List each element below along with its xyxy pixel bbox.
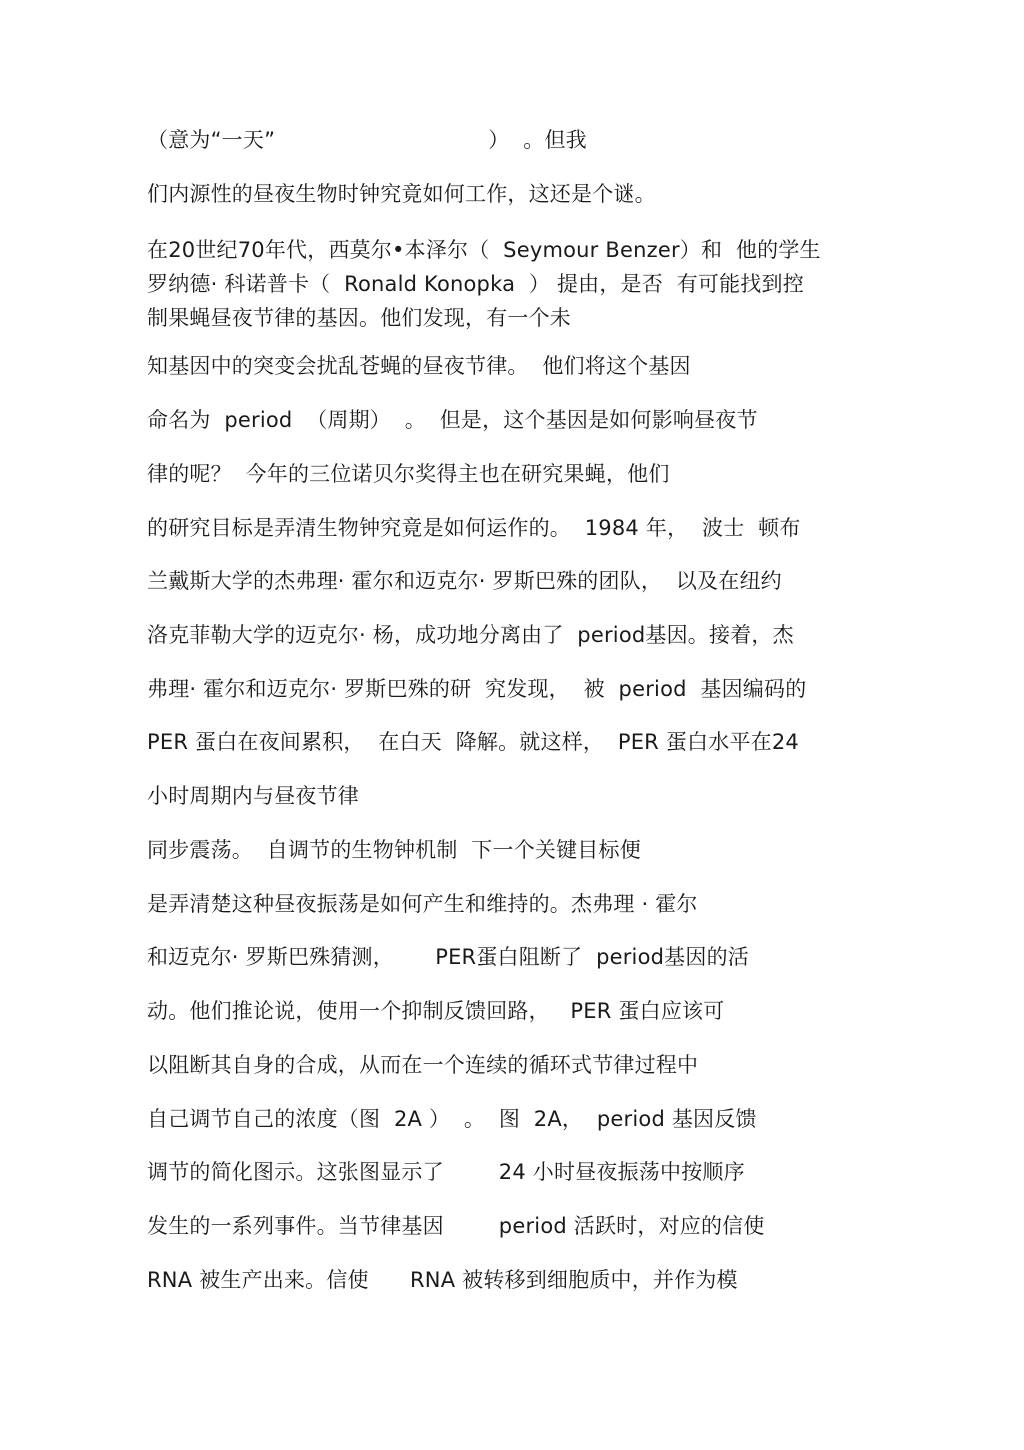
text-line: 小时周期内与昼夜节律	[147, 784, 359, 808]
text-line: 命名为 period （周期） 。 但是，这个基因是如何影响昼夜节	[147, 408, 758, 432]
text-line: PER 蛋白在夜间累积， 在白天 降解。就这样， PER 蛋白水平在24	[147, 730, 799, 754]
text-line: 洛克菲勒大学的迈克尔· 杨，成功地分离由了 period基因。接着，杰	[147, 623, 794, 647]
text-line: 罗纳德· 科诺普卡（ Ronald Konopka ） 提由，是否 有可能找到控	[147, 272, 804, 296]
text-line: 在20世纪70年代，西莫尔•本泽尔（ Seymour Benzer）和 他的学生	[147, 238, 821, 262]
text-line: 兰戴斯大学的杰弗理· 霍尔和迈克尔· 罗斯巴殊的团队， 以及在纽约	[147, 569, 782, 593]
text-line: 的研究目标是弄清生物钟究竟是如何运作的。 1984 年， 波士 顿布	[147, 516, 801, 540]
text-line: 自己调节自己的浓度（图 2A ） 。 图 2A， period 基因反馈	[147, 1107, 757, 1131]
text-line: 调节的简化图示。这张图显示了 24 小时昼夜振荡中按顺序	[147, 1160, 745, 1184]
text-line: 和迈克尔· 罗斯巴殊猜测， PER蛋白阻断了 period基因的活	[147, 945, 749, 969]
text-line: RNA 被生产出来。信使 RNA 被转移到细胞质中，并作为模	[147, 1268, 738, 1292]
text-line: 动。他们推论说，使用一个抑制反馈回路， PER 蛋白应该可	[147, 999, 725, 1023]
text-line: 同步震荡。 自调节的生物钟机制 下一个关键目标便	[147, 838, 641, 862]
text-line: 发生的一系列事件。当节律基因 period 活跃时，对应的信使	[147, 1214, 765, 1238]
text-line: （意为“一天” ） 。但我	[147, 128, 587, 152]
text-line: 制果蝇昼夜节律的基因。他们发现，有一个未	[147, 306, 571, 330]
text-line: 以阻断其自身的合成，从而在一个连续的循环式节律过程中	[147, 1053, 699, 1077]
text-line: 弗理· 霍尔和迈克尔· 罗斯巴殊的研 究发现， 被 period 基因编码的	[147, 677, 807, 701]
text-line: 知基因中的突变会扰乱苍蝇的昼夜节律。 他们将这个基因	[147, 354, 691, 378]
text-line: 是弄清楚这种昼夜振荡是如何产生和维持的。杰弗理 · 霍尔	[147, 892, 698, 916]
text-line: 们内源性的昼夜生物时钟究竟如何工作，这还是个谜。	[147, 182, 656, 206]
text-line: 律的呢？ 今年的三位诺贝尔奖得主也在研究果蝇，他们	[147, 462, 670, 486]
